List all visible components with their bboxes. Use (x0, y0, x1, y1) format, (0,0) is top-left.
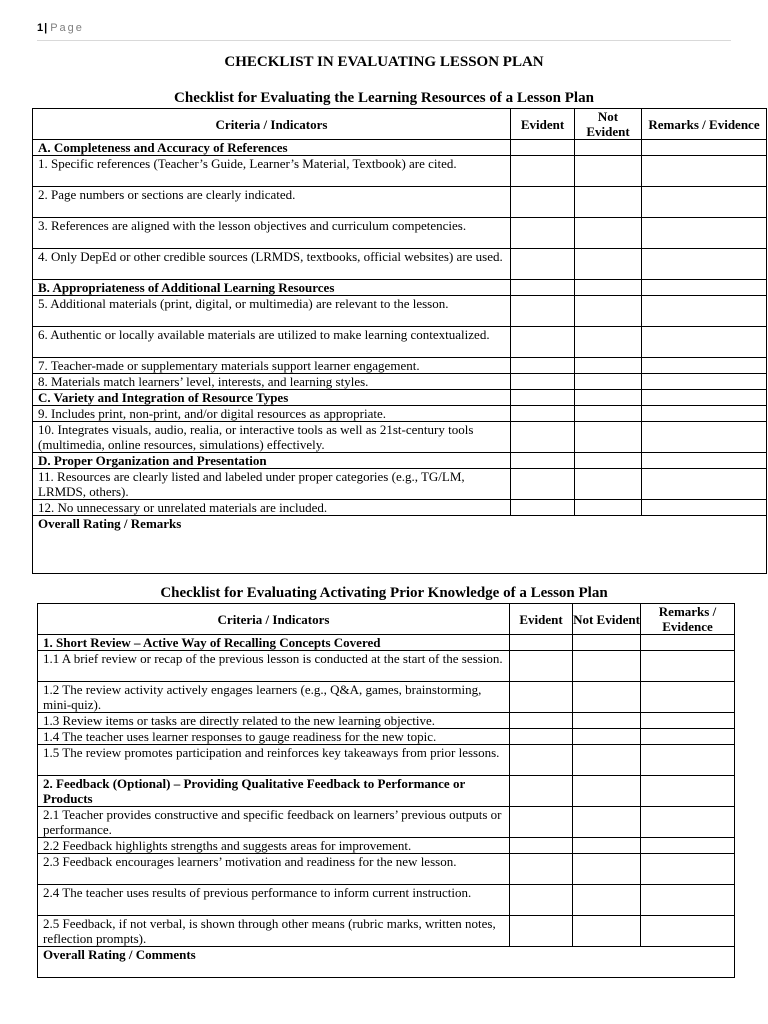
table-row (38, 651, 735, 682)
criterion-text: 2.5 Feedback, if not verbal, is shown through other means (rubric marks, written notes, reflection prompts). (38, 916, 510, 947)
section-row (33, 390, 767, 406)
criterion-text: 1.2 The review activity actively engages learners (e.g., Q&A, games, brainstorming, mini-quiz). (38, 682, 510, 713)
prior-knowledge-checklist-table (37, 603, 735, 978)
overall-label: Overall Rating / Comments (43, 947, 196, 962)
remarks-cell[interactable] (642, 187, 767, 218)
not-evident-cell[interactable] (573, 854, 641, 885)
evident-cell[interactable] (510, 713, 573, 729)
overall-label: Overall Rating / Remarks (38, 516, 182, 531)
remarks-cell[interactable] (642, 296, 767, 327)
criterion-text: 2.3 Feedback encourages learners’ motivation and readiness for the new lesson. (38, 854, 510, 885)
not-evident-cell[interactable] (573, 729, 641, 745)
evident-cell[interactable] (510, 885, 573, 916)
table1-title: Checklist for Evaluating the Learning Resources of a Lesson Plan (174, 90, 594, 106)
remarks-cell[interactable] (642, 140, 767, 156)
evident-cell[interactable] (511, 358, 575, 374)
column-header-criteria: Criteria / Indicators (38, 604, 510, 635)
table-row (38, 916, 735, 947)
criterion-text: 1.3 Review items or tasks are directly related to the new learning objective. (38, 713, 510, 729)
section-label: 2. Feedback (Optional) – Providing Qualitative Feedback to Performance or Products (38, 776, 510, 807)
remarks-cell[interactable] (641, 635, 735, 651)
remarks-cell[interactable] (641, 776, 735, 807)
table-row (33, 406, 767, 422)
not-evident-cell[interactable] (573, 651, 641, 682)
not-evident-cell[interactable] (575, 358, 642, 374)
evident-cell[interactable] (511, 469, 575, 500)
not-evident-cell[interactable] (573, 713, 641, 729)
document-title: CHECKLIST IN EVALUATING LESSON PLAN (224, 54, 544, 70)
remarks-cell[interactable] (642, 406, 767, 422)
not-evident-cell[interactable] (575, 453, 642, 469)
not-evident-cell[interactable] (575, 249, 642, 280)
remarks-cell[interactable] (641, 885, 735, 916)
evident-cell[interactable] (510, 838, 573, 854)
page-separator: | (44, 22, 48, 34)
criterion-text: 1.5 The review promotes participation and reinforces key takeaways from prior lessons. (38, 745, 510, 776)
section-row (33, 140, 767, 156)
criterion-text: 1.1 A brief review or recap of the previous lesson is conducted at the start of the session. (38, 651, 510, 682)
overall-row (38, 947, 735, 978)
table-row (33, 156, 767, 187)
evident-cell[interactable] (510, 635, 573, 651)
criterion-text: 4. Only DepEd or other credible sources (LRMDS, textbooks, official websites) are used. (33, 249, 511, 280)
section-label: D. Proper Organization and Presentation (33, 453, 511, 469)
table-row (33, 469, 767, 500)
not-evident-cell[interactable] (573, 885, 641, 916)
criterion-text: 6. Authentic or locally available materials are utilized to make learning contextualized. (33, 327, 511, 358)
overall-row (33, 516, 767, 574)
column-header-criteria: Criteria / Indicators (33, 109, 511, 140)
table-row (38, 807, 735, 838)
remarks-cell[interactable] (642, 218, 767, 249)
not-evident-cell[interactable] (575, 218, 642, 249)
evident-cell[interactable] (511, 218, 575, 249)
criterion-text: 2.4 The teacher uses results of previous performance to inform current instruction. (38, 885, 510, 916)
evident-cell[interactable] (511, 249, 575, 280)
column-header-evident: Evident (511, 109, 575, 140)
section-label: B. Appropriateness of Additional Learning Resources (33, 280, 511, 296)
overall-rating-comments[interactable] (38, 947, 735, 978)
table-row (33, 187, 767, 218)
criterion-text: 5. Additional materials (print, digital, or multimedia) are relevant to the lesson. (33, 296, 511, 327)
not-evident-cell[interactable] (573, 682, 641, 713)
not-evident-cell[interactable] (575, 296, 642, 327)
criterion-text: 1. Specific references (Teacher’s Guide, Learner’s Material, Textbook) are cited. (33, 156, 511, 187)
evident-cell[interactable] (510, 916, 573, 947)
evident-cell[interactable] (510, 854, 573, 885)
remarks-cell[interactable] (642, 469, 767, 500)
remarks-cell[interactable] (642, 374, 767, 390)
section-row (33, 453, 767, 469)
section-label: C. Variety and Integration of Resource Types (33, 390, 511, 406)
evident-cell[interactable] (511, 280, 575, 296)
criterion-text: 8. Materials match learners’ level, interests, and learning styles. (33, 374, 511, 390)
page-header (37, 22, 731, 41)
criterion-text: 1.4 The teacher uses learner responses to gauge readiness for the new topic. (38, 729, 510, 745)
remarks-cell[interactable] (641, 729, 735, 745)
evident-cell[interactable] (511, 453, 575, 469)
not-evident-cell[interactable] (573, 635, 641, 651)
remarks-cell[interactable] (642, 249, 767, 280)
table-row (38, 745, 735, 776)
criterion-text: 7. Teacher-made or supplementary materials support learner engagement. (33, 358, 511, 374)
remarks-cell[interactable] (642, 358, 767, 374)
evident-cell[interactable] (510, 745, 573, 776)
section-row (38, 635, 735, 651)
remarks-cell[interactable] (641, 807, 735, 838)
criterion-text: 11. Resources are clearly listed and labeled under proper categories (e.g., TG/LM, LRMDS, others). (33, 469, 511, 500)
evident-cell[interactable] (510, 776, 573, 807)
table-row (33, 500, 767, 516)
page-word: Page (50, 22, 84, 34)
section-row (33, 280, 767, 296)
evident-cell[interactable] (510, 651, 573, 682)
evident-cell[interactable] (510, 807, 573, 838)
evident-cell[interactable] (510, 682, 573, 713)
not-evident-cell[interactable] (573, 916, 641, 947)
column-header-remarks: Remarks / Evidence (641, 604, 735, 635)
evident-cell[interactable] (511, 187, 575, 218)
remarks-cell[interactable] (641, 854, 735, 885)
table-row (33, 374, 767, 390)
remarks-cell[interactable] (642, 156, 767, 187)
table-row (38, 713, 735, 729)
evident-cell[interactable] (511, 390, 575, 406)
evident-cell[interactable] (511, 422, 575, 453)
not-evident-cell[interactable] (575, 374, 642, 390)
table-row (33, 358, 767, 374)
remarks-cell[interactable] (642, 390, 767, 406)
remarks-cell[interactable] (642, 453, 767, 469)
remarks-cell[interactable] (642, 327, 767, 358)
remarks-cell[interactable] (641, 713, 735, 729)
evident-cell[interactable] (511, 406, 575, 422)
remarks-cell[interactable] (641, 745, 735, 776)
table1-header-row (33, 109, 767, 140)
not-evident-cell[interactable] (575, 422, 642, 453)
table-row (33, 422, 767, 453)
evident-cell[interactable] (511, 140, 575, 156)
criterion-text: 2. Page numbers or sections are clearly indicated. (33, 187, 511, 218)
not-evident-cell[interactable] (575, 280, 642, 296)
evident-cell[interactable] (511, 156, 575, 187)
section-label: A. Completeness and Accuracy of References (33, 140, 511, 156)
remarks-cell[interactable] (641, 651, 735, 682)
evident-cell[interactable] (511, 500, 575, 516)
table-row (38, 885, 735, 916)
evident-cell[interactable] (510, 729, 573, 745)
table-row (38, 854, 735, 885)
evident-cell[interactable] (511, 296, 575, 327)
table2-title: Checklist for Evaluating Activating Prior Knowledge of a Lesson Plan (160, 585, 608, 601)
evident-cell[interactable] (511, 327, 575, 358)
column-header-not-evident: Not Evident (575, 109, 642, 140)
table-row (38, 838, 735, 854)
column-header-evident: Evident (510, 604, 573, 635)
criterion-text: 2.2 Feedback highlights strengths and suggests areas for improvement. (38, 838, 510, 854)
criterion-text: 9. Includes print, non-print, and/or digital resources as appropriate. (33, 406, 511, 422)
table-row (38, 682, 735, 713)
section-row (38, 776, 735, 807)
not-evident-cell[interactable] (573, 838, 641, 854)
not-evident-cell[interactable] (573, 776, 641, 807)
criterion-text: 3. References are aligned with the lesson objectives and curriculum competencies. (33, 218, 511, 249)
not-evident-cell[interactable] (573, 807, 641, 838)
remarks-cell[interactable] (641, 838, 735, 854)
column-header-not-evident: Not Evident (573, 604, 641, 635)
remarks-cell[interactable] (642, 500, 767, 516)
not-evident-cell[interactable] (575, 156, 642, 187)
criterion-text: 2.1 Teacher provides constructive and specific feedback on learners’ previous outputs or performance. (38, 807, 510, 838)
remarks-cell[interactable] (642, 280, 767, 296)
table-row (38, 729, 735, 745)
table2-header-row (38, 604, 735, 635)
criterion-text: 12. No unnecessary or unrelated materials are included. (33, 500, 511, 516)
table-row (33, 249, 767, 280)
not-evident-cell[interactable] (573, 745, 641, 776)
remarks-cell[interactable] (641, 916, 735, 947)
column-header-remarks: Remarks / Evidence (642, 109, 767, 140)
remarks-cell[interactable] (641, 682, 735, 713)
overall-rating-remarks[interactable] (33, 516, 767, 574)
not-evident-cell[interactable] (575, 187, 642, 218)
not-evident-cell[interactable] (575, 390, 642, 406)
learning-resources-checklist-table (32, 108, 767, 574)
table-row (33, 218, 767, 249)
evident-cell[interactable] (511, 374, 575, 390)
table-row (33, 327, 767, 358)
not-evident-cell[interactable] (575, 469, 642, 500)
section-label: 1. Short Review – Active Way of Recalling Concepts Covered (38, 635, 510, 651)
remarks-cell[interactable] (642, 422, 767, 453)
not-evident-cell[interactable] (575, 406, 642, 422)
page-number: 1 (37, 22, 44, 34)
criterion-text: 10. Integrates visuals, audio, realia, or interactive tools as well as 21st-century tools (multimedia, online resources, simulations) effectively. (33, 422, 511, 453)
table-row (33, 296, 767, 327)
not-evident-cell[interactable] (575, 327, 642, 358)
not-evident-cell[interactable] (575, 140, 642, 156)
not-evident-cell[interactable] (575, 500, 642, 516)
